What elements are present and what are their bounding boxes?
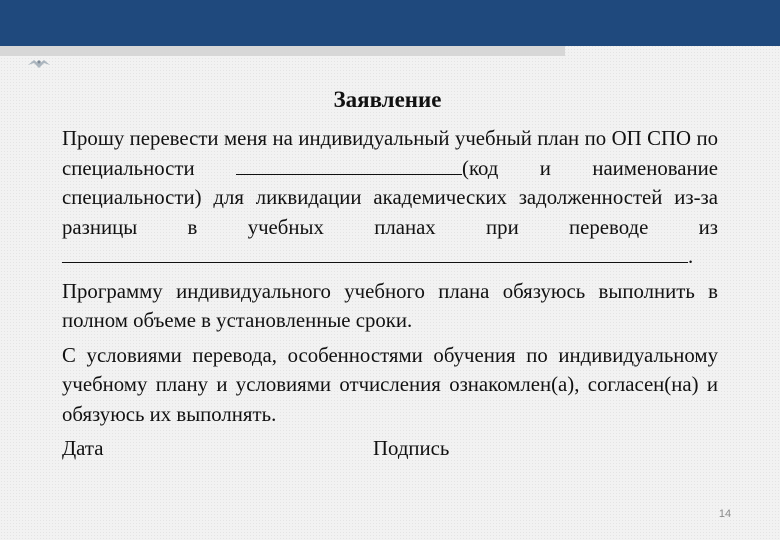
emblem-icon: [26, 56, 52, 72]
program-paragraph: Программу индивидуального учебного плана обязуюсь выполнить в полном объеме в установленные сроки.: [62, 279, 718, 332]
request-text-continued: (код и наименование специальности) для ликвидации академических задолженностей из-за разницы в учебных планах при переводе из: [62, 156, 718, 239]
header-shadow: [0, 46, 565, 56]
document-title: Заявление: [333, 87, 442, 112]
conditions-paragraph: С условиями перевода, особенностями обучения по индивидуальному учебному плану и условиями отчисления ознакомлен(а), согласен(на) и обязуюсь их выполнять.: [62, 343, 718, 426]
origin-blank-field[interactable]: [62, 243, 688, 263]
date-label: Дата: [62, 437, 104, 460]
signature-row: [62, 434, 718, 464]
signature-label: Подпись: [373, 437, 450, 460]
specialty-blank-field[interactable]: [236, 155, 462, 175]
page-number: 14: [718, 508, 732, 520]
request-text-start: Прошу перевести меня на индивидуальный учебный план по ОП СПО по специальности: [62, 127, 718, 180]
document-body: [62, 124, 718, 464]
request-paragraph: [62, 124, 718, 272]
header-bar: [0, 0, 780, 46]
request-end-mark: .: [688, 245, 694, 268]
